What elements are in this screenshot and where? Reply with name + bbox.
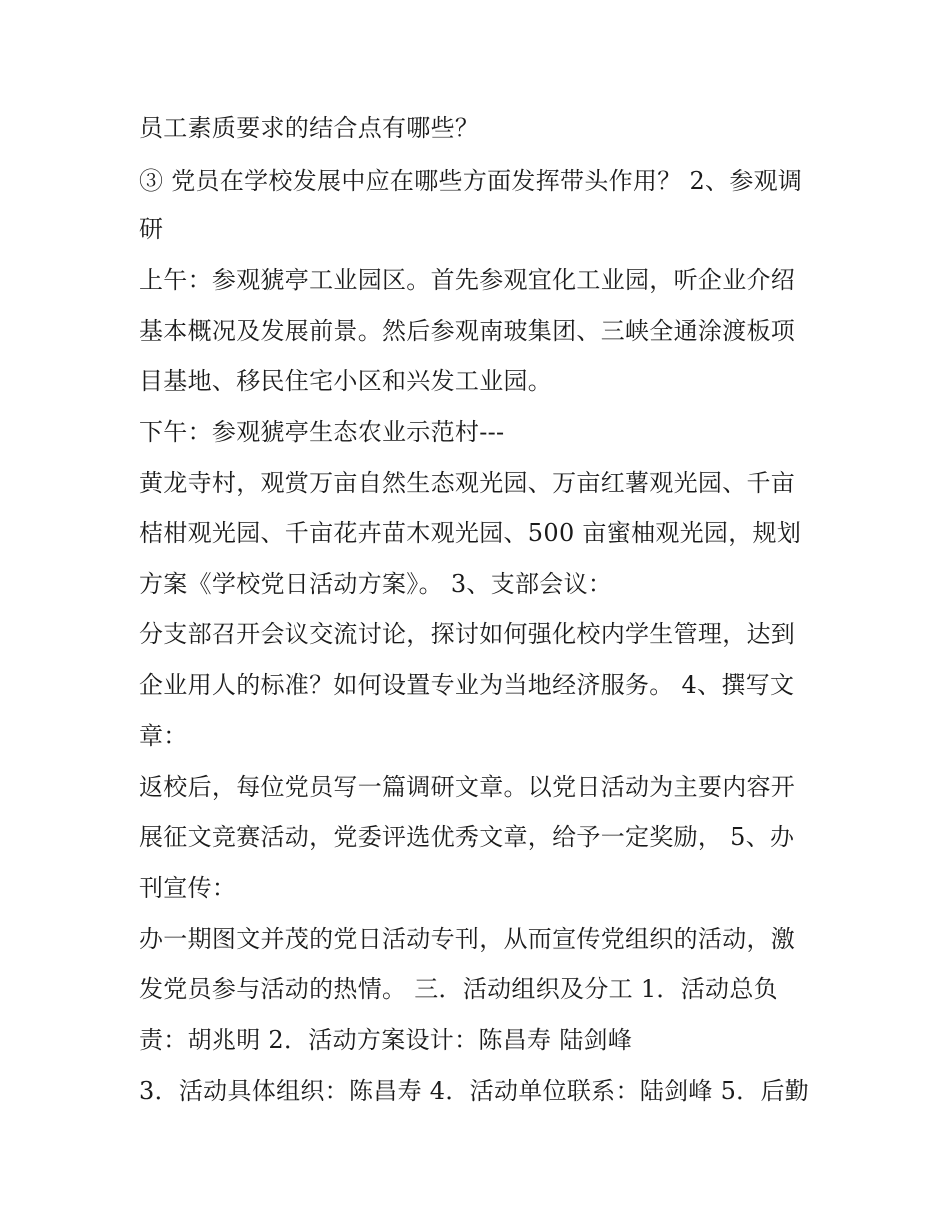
text-line: 员工素质要求的结合点有哪些？ (139, 114, 480, 142)
text-line: 章： (139, 722, 188, 750)
text-line: 研 (139, 215, 164, 243)
text-line: 桔柑观光园、千亩花卉苗木观光园、500 亩蜜柚观光园，规划 (139, 519, 802, 547)
text-line: 黄龙寺村，观赏万亩自然生态观光园、万亩红薯观光园、千亩 (139, 469, 796, 497)
text-line: 刊宣传： (139, 874, 237, 902)
text-line: 返校后，每位党员写一篇调研文章。以党日活动为主要内容开 (139, 773, 796, 801)
text-line: 3．活动具体组织：陈昌寿 4．活动单位联系：陆剑峰 5．后勤 (139, 1077, 810, 1105)
text-line: 目基地、移民住宅小区和兴发工业园。 (139, 367, 553, 395)
text-line: 基本概况及发展前景。然后参观南玻集团、三峡全通涂渡板项 (139, 317, 796, 345)
text-line: 企业用人的标准？如何设置专业为当地经济服务。 4、撰写文 (139, 671, 795, 699)
text-line: 分支部召开会议交流讨论，探讨如何强化校内学生管理，达到 (139, 620, 796, 648)
text-line: 上午：参观猇亭工业园区。首先参观宜化工业园，听企业介绍 (139, 266, 796, 294)
text-line: ③ 党员在学校发展中应在哪些方面发挥带头作用？ 2、参观调 (139, 167, 803, 195)
text-line: 展征文竞赛活动，党委评选优秀文章，给予一定奖励， 5、办 (139, 823, 795, 851)
text-line: 发党员参与活动的热情。 三．活动组织及分工 1．活动总负 (139, 975, 778, 1003)
text-line: 方案《学校党日活动方案》。 3、支部会议： (139, 570, 613, 598)
text-line: 下午：参观猇亭生态农业示范村--- (139, 418, 505, 446)
text-line: 办一期图文并茂的党日活动专刊，从而宣传党组织的活动，激 (139, 925, 796, 953)
text-line: 责：胡兆明 2．活动方案设计：陈昌寿 陆剑峰 (139, 1026, 633, 1054)
